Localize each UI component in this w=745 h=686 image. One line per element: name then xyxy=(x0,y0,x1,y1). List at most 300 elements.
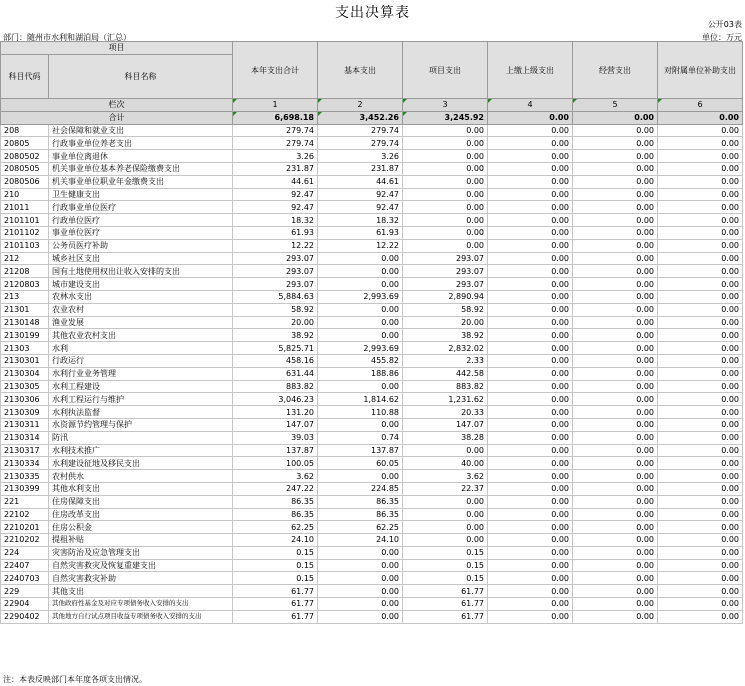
row-value: 0.00 xyxy=(318,265,403,278)
row-value: 0.00 xyxy=(658,546,743,559)
total-value: 3,452.26 xyxy=(318,111,403,124)
row-value: 86.35 xyxy=(318,508,403,521)
expenditure-table xyxy=(0,41,743,624)
row-value: 0.00 xyxy=(403,444,488,457)
row-value: 20.00 xyxy=(233,316,318,329)
row-value: 3.62 xyxy=(403,470,488,483)
row-value: 0.00 xyxy=(573,150,658,163)
row-name: 自然灾害救灾及恢复重建支出 xyxy=(49,559,233,572)
row-value: 5,825.71 xyxy=(233,342,318,355)
row-value: 0.00 xyxy=(573,444,658,457)
row-value: 0.00 xyxy=(573,495,658,508)
row-code: 2130399 xyxy=(1,482,49,495)
row-value: 0.00 xyxy=(658,598,743,611)
table-row xyxy=(1,162,743,175)
row-value: 0.00 xyxy=(658,482,743,495)
row-code: 21011 xyxy=(1,201,49,214)
row-value: 0.00 xyxy=(658,252,743,265)
row-name: 机关事业单位职业年金缴费支出 xyxy=(49,175,233,188)
row-value: 631.44 xyxy=(233,367,318,380)
row-value: 147.07 xyxy=(403,418,488,431)
row-value: 883.82 xyxy=(233,380,318,393)
row-value: 0.00 xyxy=(488,316,573,329)
row-value: 0.00 xyxy=(488,521,573,534)
row-name: 水资源节约管理与保护 xyxy=(49,418,233,431)
row-value: 0.00 xyxy=(318,380,403,393)
row-value: 39.03 xyxy=(233,431,318,444)
row-code: 213 xyxy=(1,290,49,303)
row-value: 0.00 xyxy=(488,175,573,188)
row-code: 2130306 xyxy=(1,393,49,406)
row-value: 0.00 xyxy=(573,457,658,470)
row-value: 0.00 xyxy=(573,470,658,483)
row-code: 2130309 xyxy=(1,406,49,419)
row-code: 212 xyxy=(1,252,49,265)
row-value: 0.00 xyxy=(488,137,573,150)
row-value: 3.26 xyxy=(233,150,318,163)
table-row xyxy=(1,482,743,495)
row-value: 0.00 xyxy=(573,431,658,444)
row-value: 0.00 xyxy=(488,418,573,431)
row-value: 92.47 xyxy=(318,188,403,201)
row-value: 24.10 xyxy=(233,534,318,547)
row-value: 86.35 xyxy=(233,495,318,508)
table-row xyxy=(1,278,743,291)
row-value: 38.92 xyxy=(233,329,318,342)
row-code: 208 xyxy=(1,124,49,137)
table-row xyxy=(1,342,743,355)
row-value: 2,832.02 xyxy=(403,342,488,355)
row-value: 224.85 xyxy=(318,482,403,495)
row-value: 0.00 xyxy=(573,482,658,495)
row-value: 0.00 xyxy=(658,201,743,214)
row-value: 0.00 xyxy=(573,418,658,431)
row-value: 0.00 xyxy=(573,406,658,419)
row-name: 农村供水 xyxy=(49,470,233,483)
row-value: 1,231.62 xyxy=(403,393,488,406)
row-value: 0.00 xyxy=(573,521,658,534)
row-value: 0.00 xyxy=(658,470,743,483)
row-value: 0.00 xyxy=(573,546,658,559)
row-value: 137.87 xyxy=(318,444,403,457)
row-value: 0.00 xyxy=(658,572,743,585)
row-value: 2.33 xyxy=(403,354,488,367)
row-value: 0.00 xyxy=(488,367,573,380)
row-value: 137.87 xyxy=(233,444,318,457)
row-value: 62.25 xyxy=(318,521,403,534)
row-value: 0.15 xyxy=(233,572,318,585)
index-col: 1 xyxy=(233,99,318,112)
row-code: 21301 xyxy=(1,303,49,316)
row-value: 2,890.94 xyxy=(403,290,488,303)
row-value: 0.00 xyxy=(658,329,743,342)
table-row xyxy=(1,188,743,201)
row-value: 22.37 xyxy=(403,482,488,495)
row-code: 22102 xyxy=(1,508,49,521)
header-code: 科目代码 xyxy=(1,54,49,98)
row-value: 231.87 xyxy=(233,162,318,175)
row-value: 0.00 xyxy=(488,457,573,470)
row-value: 0.00 xyxy=(658,278,743,291)
row-name: 水利执法监督 xyxy=(49,406,233,419)
row-value: 883.82 xyxy=(403,380,488,393)
row-value: 0.00 xyxy=(658,150,743,163)
table-row xyxy=(1,201,743,214)
row-value: 2,993.69 xyxy=(318,290,403,303)
row-value: 0.00 xyxy=(488,572,573,585)
footnote: 注：本表反映部门本年度各项支出情况。 xyxy=(3,675,147,684)
table-row xyxy=(1,457,743,470)
row-code: 2080505 xyxy=(1,162,49,175)
row-value: 0.74 xyxy=(318,431,403,444)
row-value: 279.74 xyxy=(318,137,403,150)
row-value: 0.00 xyxy=(658,585,743,598)
table-row xyxy=(1,265,743,278)
row-value: 61.77 xyxy=(233,598,318,611)
row-value: 0.00 xyxy=(488,393,573,406)
row-value: 0.00 xyxy=(488,482,573,495)
row-value: 0.00 xyxy=(573,265,658,278)
row-name: 水利技术推广 xyxy=(49,444,233,457)
row-value: 0.00 xyxy=(658,444,743,457)
row-value: 0.00 xyxy=(488,278,573,291)
row-value: 58.92 xyxy=(233,303,318,316)
row-value: 293.07 xyxy=(233,252,318,265)
row-value: 0.00 xyxy=(318,418,403,431)
row-value: 44.61 xyxy=(318,175,403,188)
row-value: 0.00 xyxy=(488,150,573,163)
row-value: 0.00 xyxy=(658,431,743,444)
row-value: 0.00 xyxy=(573,572,658,585)
row-value: 0.00 xyxy=(403,495,488,508)
row-value: 0.00 xyxy=(403,521,488,534)
total-value: 3,245.92 xyxy=(403,111,488,124)
row-value: 20.00 xyxy=(403,316,488,329)
row-name: 水利建设征地及移民支出 xyxy=(49,457,233,470)
table-row xyxy=(1,290,743,303)
row-value: 0.00 xyxy=(403,508,488,521)
row-name: 行政单位医疗 xyxy=(49,214,233,227)
row-value: 18.32 xyxy=(318,214,403,227)
row-value: 0.00 xyxy=(318,610,403,623)
row-code: 2130304 xyxy=(1,367,49,380)
index-col: 2 xyxy=(318,99,403,112)
row-value: 0.00 xyxy=(488,546,573,559)
row-name: 提租补贴 xyxy=(49,534,233,547)
row-value: 61.77 xyxy=(233,610,318,623)
row-value: 293.07 xyxy=(233,278,318,291)
row-value: 0.00 xyxy=(403,201,488,214)
row-value: 231.87 xyxy=(318,162,403,175)
row-value: 0.00 xyxy=(573,585,658,598)
row-value: 0.00 xyxy=(318,329,403,342)
row-code: 2240703 xyxy=(1,572,49,585)
table-row xyxy=(1,534,743,547)
row-value: 92.47 xyxy=(233,188,318,201)
row-value: 0.00 xyxy=(318,546,403,559)
row-value: 38.28 xyxy=(403,431,488,444)
row-value: 0.00 xyxy=(488,290,573,303)
row-value: 293.07 xyxy=(403,278,488,291)
row-value: 0.00 xyxy=(573,214,658,227)
row-value: 293.07 xyxy=(403,252,488,265)
row-value: 0.00 xyxy=(658,380,743,393)
row-value: 0.00 xyxy=(488,598,573,611)
row-code: 2080506 xyxy=(1,175,49,188)
row-code: 2130199 xyxy=(1,329,49,342)
row-value: 0.00 xyxy=(658,124,743,137)
row-value: 0.00 xyxy=(488,303,573,316)
row-name: 其他支出 xyxy=(49,585,233,598)
row-value: 0.00 xyxy=(488,162,573,175)
row-value: 0.00 xyxy=(573,610,658,623)
row-value: 0.00 xyxy=(488,265,573,278)
row-value: 0.00 xyxy=(658,559,743,572)
row-value: 44.61 xyxy=(233,175,318,188)
table-row xyxy=(1,470,743,483)
row-value: 293.07 xyxy=(403,265,488,278)
row-code: 2210201 xyxy=(1,521,49,534)
row-name: 公务员医疗补助 xyxy=(49,239,233,252)
row-value: 0.00 xyxy=(573,188,658,201)
table-row xyxy=(1,380,743,393)
row-name: 行政事业单位养老支出 xyxy=(49,137,233,150)
table-row xyxy=(1,610,743,623)
row-name: 住房保障支出 xyxy=(49,495,233,508)
table-row xyxy=(1,495,743,508)
row-value: 0.00 xyxy=(573,252,658,265)
row-value: 0.00 xyxy=(403,175,488,188)
row-code: 224 xyxy=(1,546,49,559)
row-name: 行政运行 xyxy=(49,354,233,367)
row-value: 0.00 xyxy=(573,329,658,342)
row-value: 0.00 xyxy=(403,188,488,201)
table-row xyxy=(1,598,743,611)
row-code: 2101102 xyxy=(1,226,49,239)
row-value: 12.22 xyxy=(233,239,318,252)
total-value: 6,698.18 xyxy=(233,111,318,124)
row-value: 38.92 xyxy=(403,329,488,342)
row-name: 城乡社区支出 xyxy=(49,252,233,265)
row-value: 0.00 xyxy=(658,226,743,239)
row-value: 0.00 xyxy=(573,290,658,303)
row-code: 229 xyxy=(1,585,49,598)
row-value: 279.74 xyxy=(318,124,403,137)
row-code: 2130317 xyxy=(1,444,49,457)
row-value: 0.00 xyxy=(403,226,488,239)
row-name: 其他水利支出 xyxy=(49,482,233,495)
row-value: 0.00 xyxy=(658,610,743,623)
row-value: 0.00 xyxy=(318,252,403,265)
row-value: 0.00 xyxy=(573,201,658,214)
row-value: 293.07 xyxy=(233,265,318,278)
row-value: 100.05 xyxy=(233,457,318,470)
row-value: 0.00 xyxy=(658,418,743,431)
table-row xyxy=(1,150,743,163)
row-code: 2130334 xyxy=(1,457,49,470)
row-code: 2130148 xyxy=(1,316,49,329)
header-item-group: 项目 xyxy=(1,42,233,55)
row-value: 0.00 xyxy=(488,444,573,457)
index-col: 5 xyxy=(573,99,658,112)
row-value: 0.00 xyxy=(403,150,488,163)
row-value: 0.00 xyxy=(318,585,403,598)
row-value: 62.25 xyxy=(233,521,318,534)
row-name: 水利工程建设 xyxy=(49,380,233,393)
row-value: 0.00 xyxy=(403,162,488,175)
row-value: 0.00 xyxy=(573,175,658,188)
unit-label: 单位：万元 xyxy=(702,33,742,42)
row-code: 210 xyxy=(1,188,49,201)
row-code: 2210202 xyxy=(1,534,49,547)
index-col: 6 xyxy=(658,99,743,112)
row-value: 455.82 xyxy=(318,354,403,367)
row-value: 92.47 xyxy=(233,201,318,214)
row-value: 0.00 xyxy=(318,559,403,572)
row-name: 卫生健康支出 xyxy=(49,188,233,201)
row-name: 其他地方自行试点项目收益专项债务收入安排的支出 xyxy=(49,610,233,623)
row-value: 0.00 xyxy=(573,508,658,521)
row-value: 279.74 xyxy=(233,137,318,150)
row-name: 其他农业农村支出 xyxy=(49,329,233,342)
row-code: 2101101 xyxy=(1,214,49,227)
row-value: 61.77 xyxy=(403,598,488,611)
row-value: 0.00 xyxy=(488,508,573,521)
row-value: 0.15 xyxy=(403,572,488,585)
row-name: 事业单位离退休 xyxy=(49,150,233,163)
row-value: 0.00 xyxy=(318,316,403,329)
table-row xyxy=(1,546,743,559)
table-row xyxy=(1,252,743,265)
header-upper: 上缴上级支出 xyxy=(488,42,573,99)
row-value: 0.00 xyxy=(488,470,573,483)
row-code: 221 xyxy=(1,495,49,508)
table-row xyxy=(1,303,743,316)
header-total: 本年支出合计 xyxy=(233,42,318,99)
row-code: 20805 xyxy=(1,137,49,150)
row-value: 0.00 xyxy=(318,572,403,585)
index-col: 3 xyxy=(403,99,488,112)
table-row xyxy=(1,329,743,342)
row-value: 0.00 xyxy=(403,124,488,137)
row-value: 110.88 xyxy=(318,406,403,419)
row-value: 0.00 xyxy=(488,585,573,598)
table-row xyxy=(1,585,743,598)
table-row xyxy=(1,354,743,367)
table-row xyxy=(1,393,743,406)
table-row xyxy=(1,367,743,380)
row-value: 131.20 xyxy=(233,406,318,419)
table-row xyxy=(1,508,743,521)
row-code: 22407 xyxy=(1,559,49,572)
row-name: 社会保障和就业支出 xyxy=(49,124,233,137)
row-code: 2101103 xyxy=(1,239,49,252)
row-name: 农业农村 xyxy=(49,303,233,316)
row-value: 0.00 xyxy=(658,393,743,406)
row-value: 0.00 xyxy=(318,303,403,316)
row-name: 机关事业单位基本养老保险缴费支出 xyxy=(49,162,233,175)
row-name: 自然灾害救灾补助 xyxy=(49,572,233,585)
row-value: 0.00 xyxy=(573,239,658,252)
row-value: 0.00 xyxy=(488,380,573,393)
row-value: 0.00 xyxy=(573,124,658,137)
row-value: 0.00 xyxy=(488,534,573,547)
row-value: 0.00 xyxy=(488,406,573,419)
row-code: 2130311 xyxy=(1,418,49,431)
row-value: 0.00 xyxy=(488,342,573,355)
row-value: 0.00 xyxy=(658,316,743,329)
row-value: 0.00 xyxy=(658,457,743,470)
form-number: 公开03表 xyxy=(707,20,742,29)
row-value: 0.00 xyxy=(658,290,743,303)
row-value: 0.00 xyxy=(658,162,743,175)
row-value: 0.00 xyxy=(573,598,658,611)
row-value: 0.00 xyxy=(318,470,403,483)
row-value: 0.15 xyxy=(403,546,488,559)
department-label: 部门：随州市水利和湖泊局（汇总） xyxy=(3,33,131,42)
header-project: 项目支出 xyxy=(403,42,488,99)
row-name: 住房改革支出 xyxy=(49,508,233,521)
row-value: 0.00 xyxy=(573,367,658,380)
row-value: 0.00 xyxy=(488,226,573,239)
row-value: 0.15 xyxy=(403,559,488,572)
row-name: 水利 xyxy=(49,342,233,355)
row-value: 58.92 xyxy=(403,303,488,316)
row-code: 2080502 xyxy=(1,150,49,163)
row-value: 5,884.63 xyxy=(233,290,318,303)
row-value: 0.00 xyxy=(658,175,743,188)
row-value: 0.00 xyxy=(403,137,488,150)
row-value: 24.10 xyxy=(318,534,403,547)
row-value: 92.47 xyxy=(318,201,403,214)
row-code: 21303 xyxy=(1,342,49,355)
row-code: 21208 xyxy=(1,265,49,278)
row-name: 渔业发展 xyxy=(49,316,233,329)
row-value: 0.00 xyxy=(488,610,573,623)
row-code: 2130314 xyxy=(1,431,49,444)
row-value: 0.00 xyxy=(658,508,743,521)
table-row xyxy=(1,124,743,137)
row-value: 0.00 xyxy=(573,162,658,175)
row-name: 住房公积金 xyxy=(49,521,233,534)
row-value: 0.00 xyxy=(573,380,658,393)
row-value: 18.32 xyxy=(233,214,318,227)
row-value: 12.22 xyxy=(318,239,403,252)
row-code: 2290402 xyxy=(1,610,49,623)
row-value: 0.00 xyxy=(488,431,573,444)
row-value: 0.00 xyxy=(403,534,488,547)
row-value: 60.05 xyxy=(318,457,403,470)
row-value: 0.00 xyxy=(658,367,743,380)
table-row xyxy=(1,431,743,444)
row-value: 0.00 xyxy=(488,329,573,342)
row-name: 其他政府性基金及对应专项债务收入安排的支出 xyxy=(49,598,233,611)
row-value: 0.00 xyxy=(658,214,743,227)
row-value: 0.00 xyxy=(573,278,658,291)
row-value: 3.26 xyxy=(318,150,403,163)
row-code: 2130335 xyxy=(1,470,49,483)
header-basic: 基本支出 xyxy=(318,42,403,99)
row-value: 0.00 xyxy=(658,239,743,252)
row-value: 279.74 xyxy=(233,124,318,137)
table-row xyxy=(1,444,743,457)
total-value: 0.00 xyxy=(573,111,658,124)
header-operation: 经营支出 xyxy=(573,42,658,99)
row-name: 城市建设支出 xyxy=(49,278,233,291)
row-value: 442.58 xyxy=(403,367,488,380)
row-value: 0.00 xyxy=(658,521,743,534)
row-value: 40.00 xyxy=(403,457,488,470)
